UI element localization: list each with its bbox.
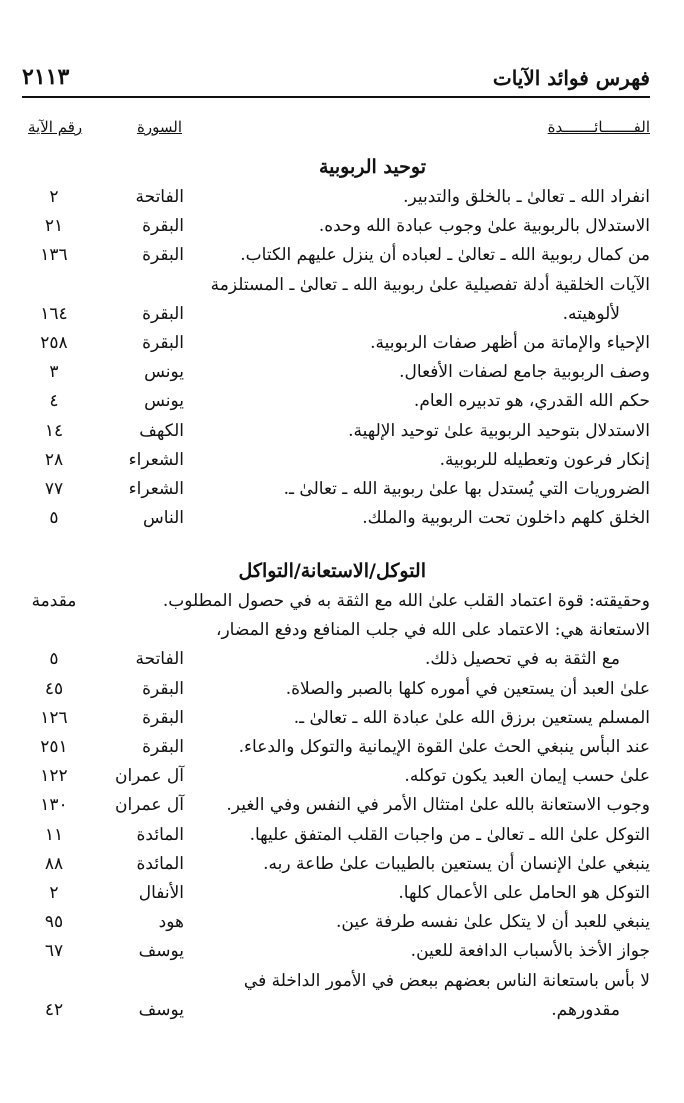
entry-aya: ٥	[49, 508, 59, 529]
entry-text: مع الثقة به في تحصيل ذلك.	[425, 649, 620, 670]
entry-aya: مقدمة	[31, 591, 77, 611]
entry-sura: البقرة	[142, 707, 184, 728]
entry-sura: الكهف	[139, 420, 184, 441]
entry-aya: ١١	[44, 824, 64, 845]
entry-sura: البقرة	[142, 737, 184, 757]
entry-sura: الشعراء	[128, 449, 184, 470]
entry-aya: ٨٨	[44, 853, 64, 874]
entry-aya: ٥	[49, 649, 59, 670]
entry-sura: الفاتحة	[135, 649, 184, 670]
entry-aya: ٤٢	[44, 999, 64, 1020]
entry-text: الآيات الخلقية أدلة تفصيلية علىٰ ربوبية الله ـ تعالىٰ ـ المستلزمة	[210, 274, 650, 295]
entry-text: عند البأس ينبغي الحث علىٰ القوة الإيمانية والتوكل والدعاء.	[238, 737, 650, 757]
entry-text: الاستدلال بتوحيد الربوبية علىٰ توحيد الإلهية.	[348, 420, 650, 441]
entry-aya: ٤	[49, 391, 59, 412]
entry-sura: الفاتحة	[135, 187, 184, 207]
entry-text: علىٰ العبد أن يستعين في أموره كلها بالصبر والصلاة.	[285, 678, 650, 699]
entry-aya: ٦٧	[44, 941, 64, 962]
entry-aya: ٢٥١	[40, 737, 68, 757]
entry-sura: البقرة	[142, 216, 184, 237]
entry-aya: ٤٥	[44, 678, 64, 699]
entry-aya: ٢	[49, 883, 59, 903]
entry-aya: ٢٥٨	[40, 333, 68, 353]
entry-text: وحقيقته: قوة اعتماد القلب علىٰ الله مع الثقة به في حصول المطلوب.	[162, 591, 650, 611]
entry-sura: الأنفال	[138, 883, 184, 903]
column-header-aya: رقم الآية	[28, 118, 83, 136]
entry-text: التوكل علىٰ الله ـ تعالىٰ ـ من واجبات القلب المتفق عليها.	[249, 824, 650, 845]
page-number: ٢١١٣	[22, 64, 70, 90]
entry-text: إنكار فرعون وتعطيله للربوبية.	[439, 449, 650, 470]
entry-sura: آل عمران	[114, 795, 184, 816]
entry-text: التوكل هو الحامل على الأعمال كلها.	[398, 883, 650, 903]
section-title: التوكل/الاستعانة/التواكل	[238, 560, 426, 582]
entry-sura: البقرة	[142, 678, 184, 699]
section-title: توحيد الربوبية	[318, 156, 426, 178]
entry-text: الإحياء والإماتة من أظهر صفات الربوبية.	[370, 333, 650, 353]
entry-text: جواز الأخذ بالأسباب الدافعة للعين.	[410, 941, 650, 962]
entry-aya: ١٣٠	[40, 795, 68, 816]
entry-text: حكم الله القدري، هو تدبيره العام.	[413, 391, 650, 412]
entry-text: ينبغي للعبد أن لا يتكل علىٰ نفسه طرفة عين.	[335, 912, 650, 933]
column-header-faida: الفـــــــائـــــــدة	[547, 118, 650, 136]
entry-text: وصف الربوبية جامع لصفات الأفعال.	[399, 362, 650, 383]
entry-text: الضروريات التي يُستدل بها علىٰ ربوبية الله ـ تعالىٰ ـ.	[283, 479, 650, 499]
entry-text: مقدورهم.	[551, 999, 620, 1020]
column-header-sura: السورة	[137, 118, 182, 136]
entry-text: الخلق كلهم داخلون تحت الربوبية والملك.	[362, 508, 650, 529]
entry-text: وجوب الاستعانة بالله علىٰ امتثال الأمر في النفس وفي الغير.	[226, 795, 650, 816]
entry-aya: ٩٥	[44, 912, 64, 933]
entry-text: ينبغي علىٰ الإنسان أن يستعين بالطيبات علىٰ طاعة ربه.	[263, 853, 650, 874]
entry-aya: ١٣٦	[40, 245, 68, 266]
entry-sura: يوسف	[138, 941, 184, 962]
entry-aya: ١٤	[44, 420, 64, 441]
entry-aya: ١٦٤	[40, 303, 68, 324]
entry-aya: ٧٧	[44, 479, 64, 499]
entry-sura: البقرة	[142, 303, 184, 324]
entry-sura: الشعراء	[128, 479, 184, 499]
entry-aya: ١٢٦	[40, 707, 68, 728]
entry-sura: الناس	[143, 508, 184, 529]
entry-sura: يونس	[144, 391, 184, 412]
entry-text: من كمال ربوبية الله ـ تعالىٰ ـ لعباده أن ينزل عليهم الكتاب.	[240, 245, 650, 266]
entry-text: انفراد الله ـ تعالىٰ ـ بالخلق والتدبير.	[403, 187, 650, 207]
entry-text: علىٰ حسب إيمان العبد يكون توكله.	[404, 766, 650, 787]
entry-text: الاستعانة هي: الاعتماد على الله في جلب المنافع ودفع المضار،	[215, 620, 650, 641]
entry-text: لا بأس باستعانة الناس بعضهم ببعض في الأمور الداخلة في	[243, 970, 650, 991]
entry-aya: ٣	[49, 362, 59, 383]
entry-text: الاستدلال بالربوبية علىٰ وجوب عبادة الله وحده.	[318, 216, 650, 237]
running-title: فهرس فوائد الآيات	[492, 66, 650, 90]
entry-sura: البقرة	[142, 333, 184, 353]
entry-sura: هود	[158, 912, 184, 933]
entry-aya: ١٢٢	[40, 766, 68, 787]
entry-text: المسلم يستعين برزق الله علىٰ عبادة الله ـ تعالىٰ ـ.	[293, 707, 650, 728]
entry-sura: البقرة	[142, 245, 184, 266]
entry-aya: ٢٨	[44, 449, 64, 470]
entry-aya: ٢	[49, 187, 59, 207]
entry-sura: المائدة	[136, 853, 184, 874]
entry-aya: ٢١	[44, 216, 64, 237]
entry-sura: يوسف	[138, 999, 184, 1020]
entry-text: لألوهيته.	[562, 303, 620, 324]
entry-sura: المائدة	[136, 824, 184, 845]
entry-sura: يونس	[144, 362, 184, 383]
column-headers	[22, 118, 650, 140]
entry-sura: آل عمران	[114, 766, 184, 787]
running-header	[22, 62, 650, 98]
